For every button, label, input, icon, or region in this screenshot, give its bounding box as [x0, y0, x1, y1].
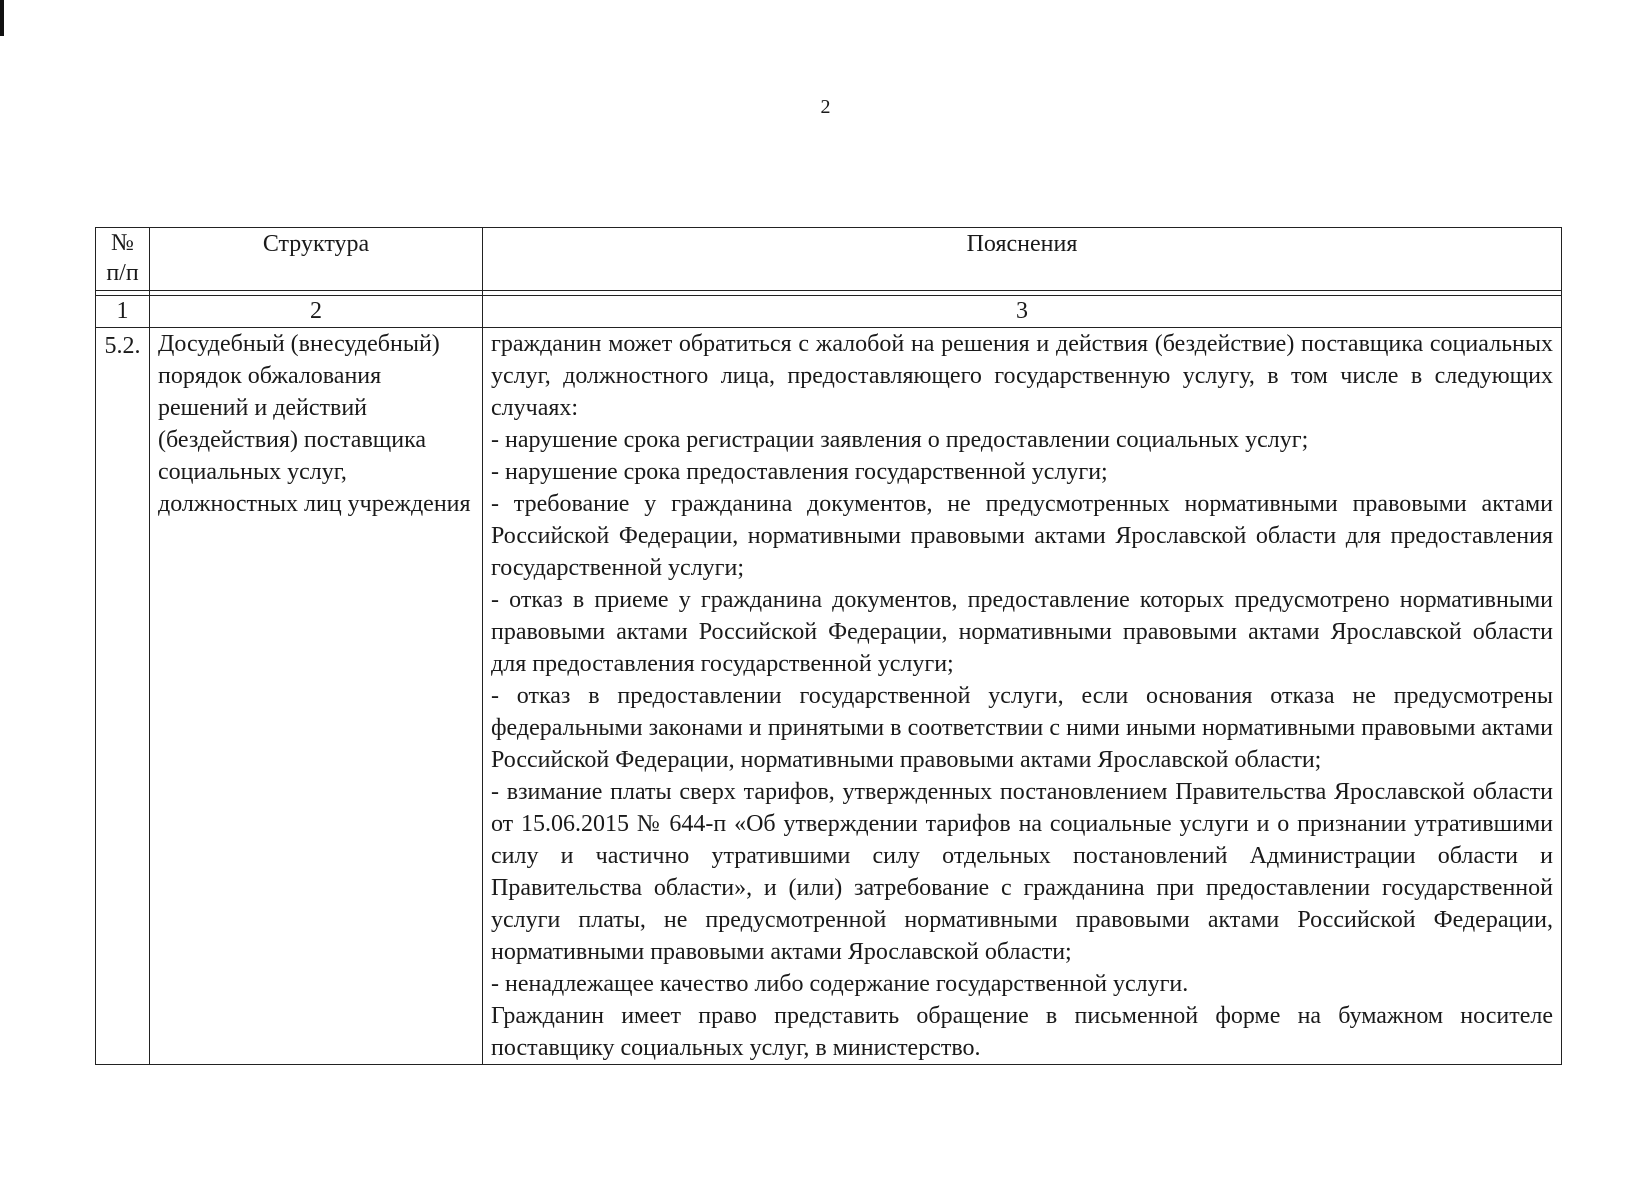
page-number: 2 [820, 96, 831, 118]
column-index-1: 1 [96, 296, 150, 328]
explanation-paragraph: - требование у гражданина документов, не предусмотренных нормативными правовыми актами Российской Федерации, нормативными правовыми актами Ярославской области для предоставления государственной услуги; [491, 491, 1553, 581]
column-index-row [96, 296, 1562, 328]
explanation-paragraph: Гражданин имеет право представить обращение в письменной форме на бумажном носителе поставщику социальных услуг, в министерство. [491, 1003, 1553, 1061]
header-structure: Структура [150, 228, 483, 291]
row-structure-cell [150, 328, 483, 1065]
document-table [95, 227, 1562, 1065]
explanation-paragraph: - отказ в предоставлении государственной услуги, если основания отказа не предусмотрены федеральными законами и принятыми в соответствии с ними иными нормативными правовыми актами Российской Федерации, нормативными правовыми актами Ярославской области; [491, 683, 1553, 773]
row-number: 5.2. [96, 328, 150, 1065]
row-structure-text: Досудебный (внесудебный) порядок обжалования решений и действий (бездействия) поставщика социальных услуг, должностных лиц учреждения [158, 331, 471, 517]
column-index-2: 2 [150, 296, 483, 328]
explanation-paragraph: - нарушение срока предоставления государственной услуги; [491, 459, 1108, 485]
header-num: № п/п [96, 228, 150, 291]
explanation-paragraph: - нарушение срока регистрации заявления о предоставлении социальных услуг; [491, 427, 1309, 453]
scan-edge-mark [0, 0, 4, 36]
row-explanations-cell [483, 328, 1562, 1065]
explanation-paragraph: - взимание платы сверх тарифов, утвержденных постановлением Правительства Ярославской области от 15.06.2015 № 644-п «Об утверждении тарифов на социальные услуги и о признании утратившими силу и частично утратившими силу отдельных постановлений Администрации области и Правительства области», и (или) затребование с гражданина при предоставлении государственной услуги платы, не предусмотренной нормативными правовыми актами Российской Федерации, нормативными правовыми актами Ярославской области; [491, 779, 1553, 965]
explanation-paragraph: - отказ в приеме у гражданина документов, предоставление которых предусмотрено нормативными правовыми актами Российской Федерации, нормативными правовыми актами Ярославской области для предоставления государственной услуги; [491, 587, 1553, 677]
table-header-row [96, 228, 1562, 291]
explanation-paragraph: гражданин может обратиться с жалобой на решения и действия (бездействие) поставщика социальных услуг, должностного лица, предоставляющего государственную услугу, в том числе в следующих случаях: [491, 331, 1553, 421]
explanation-paragraph: - ненадлежащее качество либо содержание государственной услуги. [491, 971, 1189, 997]
header-explanations: Пояснения [483, 228, 1562, 291]
table-row [96, 328, 1562, 1065]
column-index-3: 3 [483, 296, 1562, 328]
